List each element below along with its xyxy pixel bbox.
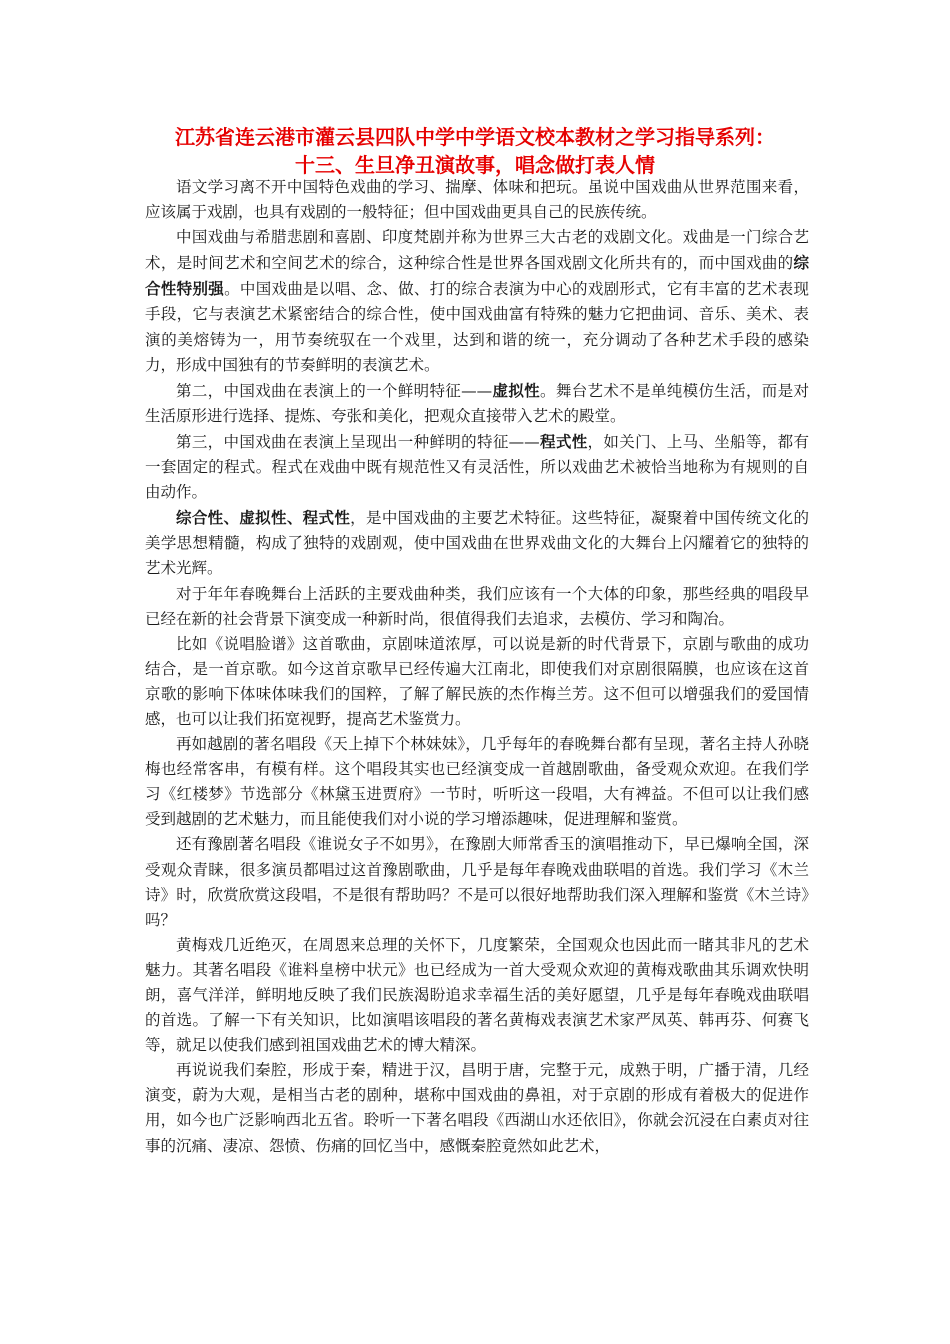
paragraph-text: 。舞台艺术不是单纯模仿生活，而是对生活原形进行选择、提炼、夸张和美化，把观众直接带入艺术的殿堂。 [145,381,809,425]
paragraph: 黄梅戏几近绝灭，在周恩来总理的关怀下，几度繁荣，全国观众也因此而一睹其非凡的艺术魅力。其著名唱段《谁料皇榜中状元》也已经成为一首大受观众欢迎的黄梅戏歌曲其乐调欢快明朗，喜气洋洋，鲜明地反映了我们民族渴盼追求幸福生活的美好愿望，几乎是每年春晚戏曲联唱的首选。了解一下有关知识，比如演唱该唱段的著名黄梅戏表演艺术家严凤英、韩再芬、何赛飞等，就足以使我们感到祖国戏曲艺术的博大精深。 [145,935,809,1055]
paragraph: 对于年年春晚舞台上活跃的主要戏曲种类，我们应该有一个大体的印象，那些经典的唱段早已经在新的社会背景下演变成一种新时尚，很值得我们去追求，去模仿、学习和陶冶。 [145,584,809,628]
bold-term: 程式性 [539,431,588,451]
paragraph: 比如《说唱脸谱》这首歌曲，京剧味道浓厚，可以说是新的时代背景下，京剧与歌曲的成功结合，是一首京歌。如今这首京歌早已经传遍大江南北，即使我们对京剧很隔膜，也应该在这首京歌的影响下体味体味我们的国粹，了解了解民族的杰作梅兰芳。这不但可以增强我们的爱国情感，也可以让我们拓宽视野，提高艺术鉴赏力。 [145,634,809,728]
paragraph-text: 第三，中国戏曲在表演上呈现出一种鲜明的特征—— [176,432,540,451]
paragraph-text: ，如关门、上马、坐船等，都有一套固定的程式。程式在戏曲中既有规范性又有灵活性，所以戏曲艺术被恰当地称为有规则的自由动作。 [145,432,809,502]
paragraph [145,429,809,505]
paragraph-text: 第二，中国戏曲在表演上的一个鲜明特征—— [176,381,493,400]
paragraph-text: ，是中国戏曲的主要艺术特征。这些特征，凝聚着中国传统文化的美学思想精髓，构成了独特的戏剧观，使中国戏曲在世界戏曲文化的大舞台上闪耀着它的独特的艺术光辉。 [145,509,809,578]
paragraph [145,225,809,378]
paragraph-text: 。中国戏曲是以唱、念、做、打的综合表演为中心的戏剧形式，它有丰富的艺术表现手段，它与表演艺术紧密结合的综合性，使中国戏曲富有特殊的魅力它把曲词、音乐、美术、表演的美熔铸为一，用节奏统驭在一个戏里，达到和谐的统一，充分调动了各种艺术手段的感染力，形成中国独有的节奏鲜明的表演艺术。 [145,280,809,374]
bold-term: 综合性特别强 [145,253,809,299]
document-title-line-2: 十三、生旦净丑演故事，唱念做打表人情 [295,153,655,177]
document-body [145,175,809,1159]
paragraph: 语文学习离不开中国特色戏曲的学习、揣摩、体味和把玩。虽说中国戏曲从世界范围来看，应该属于戏剧，也具有戏剧的一般特征；但中国戏曲更具自己的民族传统。 [145,178,809,222]
bold-term: 虚拟性 [492,380,541,400]
paragraph-text: 中国戏曲与希腊悲剧和喜剧、印度梵剧并称为世界三大古老的戏剧文化。戏曲是一门综合艺术，是时间艺术和空间艺术的综合，这种综合性是世界各国戏剧文化所共有的，而中国戏曲的 [145,228,809,273]
paragraph: 再说说我们秦腔，形成于秦，精进于汉，昌明于唐，完整于元，成熟于明，广播于清，几经演变，蔚为大观，是相当古老的剧种，堪称中国戏曲的鼻祖，对于京剧的形成有着极大的促进作用，如今也广泛影响西北五省。聆听一下著名唱段《西湖山水还依旧》，你就会沉浸在白素贞对往事的沉痛、凄凉、怨愤、伤痛的回忆当中，感慨秦腔竟然如此艺术， [145,1061,809,1155]
paragraph [145,505,809,581]
paragraph: 还有豫剧著名唱段《谁说女子不如男》，在豫剧大师常香玉的演唱推动下，早已爆响全国，深受观众青睐，很多演员都唱过这首豫剧歌曲，几乎是每年春晚戏曲联唱的首选。我们学习《木兰诗》时，欣赏欣赏这段唱，不是很有帮助吗？不是可以很好地帮助我们深入理解和鉴赏《木兰诗》吗？ [145,835,809,929]
paragraph: 再如越剧的著名唱段《天上掉下个林妹妹》，几乎每年的春晚舞台都有呈现，著名主持人孙晓梅也经常客串，有模有样。这个唱段其实也已经演变成一首越剧歌曲，备受观众欢迎。在我们学习《红楼梦》节选部分《林黛玉进贾府》一节时，听听这一段唱，大有裨益。不但可以让我们感受到越剧的艺术魅力，而且能使我们对小说的学习增添趣味，促进理解和鉴赏。 [145,735,809,829]
document-title-line-1: 江苏省连云港市灌云县四队中学中学语文校本教材之学习指导系列： [175,125,775,149]
paragraph [145,378,809,429]
bold-term: 综合性、虚拟性、程式性 [176,508,351,528]
